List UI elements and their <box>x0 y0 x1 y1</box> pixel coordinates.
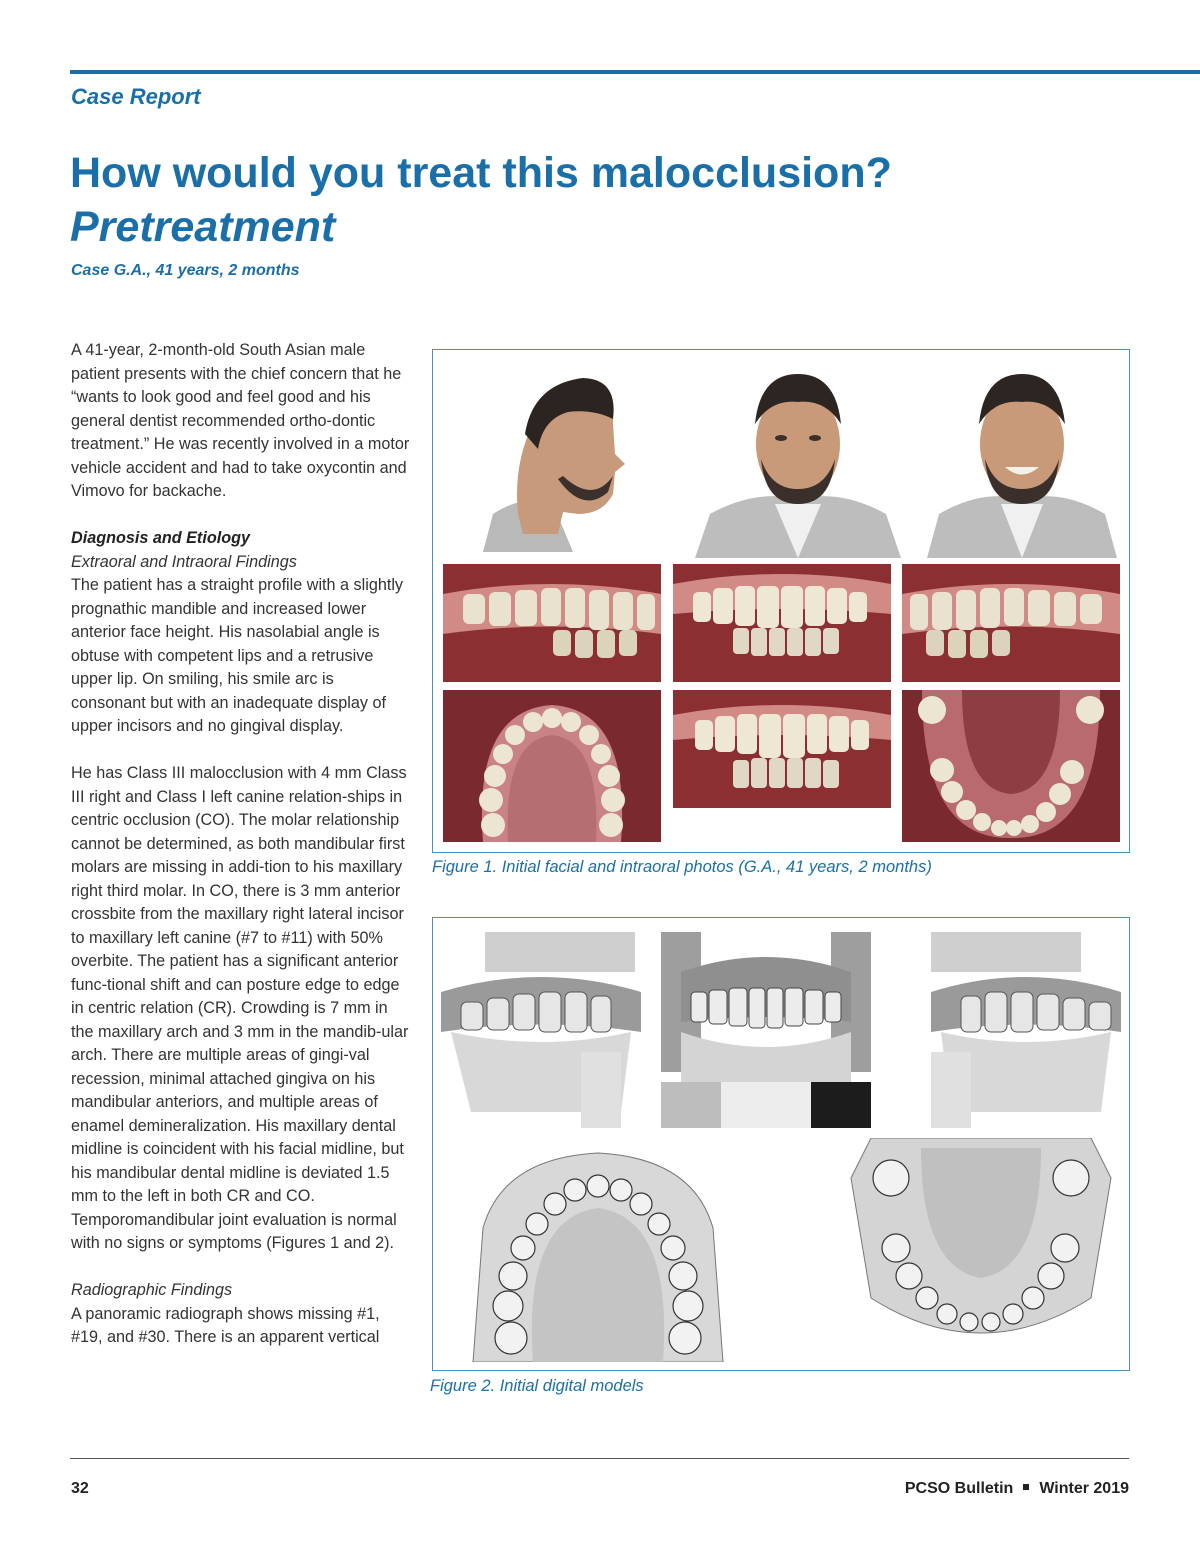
intraoral-right-photo <box>443 564 661 682</box>
figure-1-caption: Figure 1. Initial facial and intraoral photos (G.A., 41 years, 2 months) <box>432 858 932 876</box>
journal-name: PCSO Bulletin <box>904 1480 1014 1497</box>
journal-issue: Winter 2019 <box>1039 1480 1129 1497</box>
profile-photo <box>463 364 673 552</box>
model-frontal-view <box>661 932 871 1128</box>
intro-paragraph: A 41-year, 2-month-old South Asian male patient presents with the chief concern that he “wants to look good and feel good and his general dentist recommended ortho-dontic treatment.” He was recently involved in a motor vehicle accident and had to take oxycontin and Vimovo for backache. <box>71 341 410 500</box>
intraoral-frontal-photo <box>673 564 891 682</box>
class-paragraph: He has Class III malocclusion with 4 mm Class III right and Class I left canine relation-ships in centric occlusion (CO). The molar relationship cannot be determined, as both mandibular first molars are missing in addi-tion to his maxillary right third molar. In CO, there is 3 mm anterior crossbite from the maxillary right lateral incisor to maxillary left canine (#7 to #11) with 50% overbite. The patient has a significant anterior func-tional shift and can posture edge to edge in centric relation (CR). Crowding is 7 mm in the maxillary arch and 3 mm in the mandib-ular arch. There are multiple areas of gingi-val recession, minimal attached gingiva on his mandibular anteriors, and multiple areas of enamel demineralization. His maxillary dental midline is coincident with his facial midline, but his mandibular dental midline is deviated 1.5 mm to the left in both CR and CO. Temporomandibular joint evaluation is normal with no signs or symptoms (Figures 1 and 2). <box>71 764 409 1252</box>
diagnosis-heading: Diagnosis and Etiology <box>71 529 250 547</box>
extraoral-paragraph: The patient has a straight profile with a slightly prognathic mandible and increased lower anterior face height. His nasolabial angle is obtuse with competent lips and a retrusive upper lip. On smiling, his smile arc is consonant but with an inadequate display of upper incisors and no gingival display. <box>71 576 404 735</box>
maxillary-occlusal-photo <box>443 690 661 842</box>
crossbite-frontal-photo <box>673 690 891 808</box>
model-right-view <box>441 932 641 1128</box>
case-line: Case G.A., 41 years, 2 months <box>71 262 300 279</box>
radiographic-paragraph: A panoramic radiograph shows missing #1, #19, and #30. There is an apparent vertical <box>71 1304 380 1346</box>
journal-footer <box>905 1480 1129 1498</box>
figure-1-frame <box>432 349 1130 853</box>
extraoral-heading: Extraoral and Intraoral Findings <box>71 552 297 571</box>
figure-2-caption: Figure 2. Initial digital models <box>430 1377 644 1395</box>
footer-rule <box>70 1458 1129 1459</box>
figure-2-frame <box>432 917 1130 1371</box>
separator-square-icon <box>1023 1484 1029 1490</box>
page-title <box>70 146 892 254</box>
radiographic-heading: Radiographic Findings <box>71 1281 233 1299</box>
title-main: How would you treat this malocclusion? <box>70 149 892 197</box>
frontal-photo <box>695 364 901 558</box>
mandibular-occlusal-photo <box>902 690 1120 842</box>
article-body <box>71 339 411 1350</box>
page-number: 32 <box>71 1480 89 1497</box>
title-subtitle: Pretreatment <box>70 203 336 251</box>
section-label: Case Report <box>71 84 201 109</box>
intraoral-left-photo <box>902 564 1120 682</box>
model-mandibular-occlusal <box>841 1138 1121 1362</box>
model-left-view <box>931 932 1121 1128</box>
model-maxillary-occlusal <box>463 1138 733 1362</box>
smile-photo <box>927 364 1117 558</box>
top-rule <box>70 70 1200 74</box>
